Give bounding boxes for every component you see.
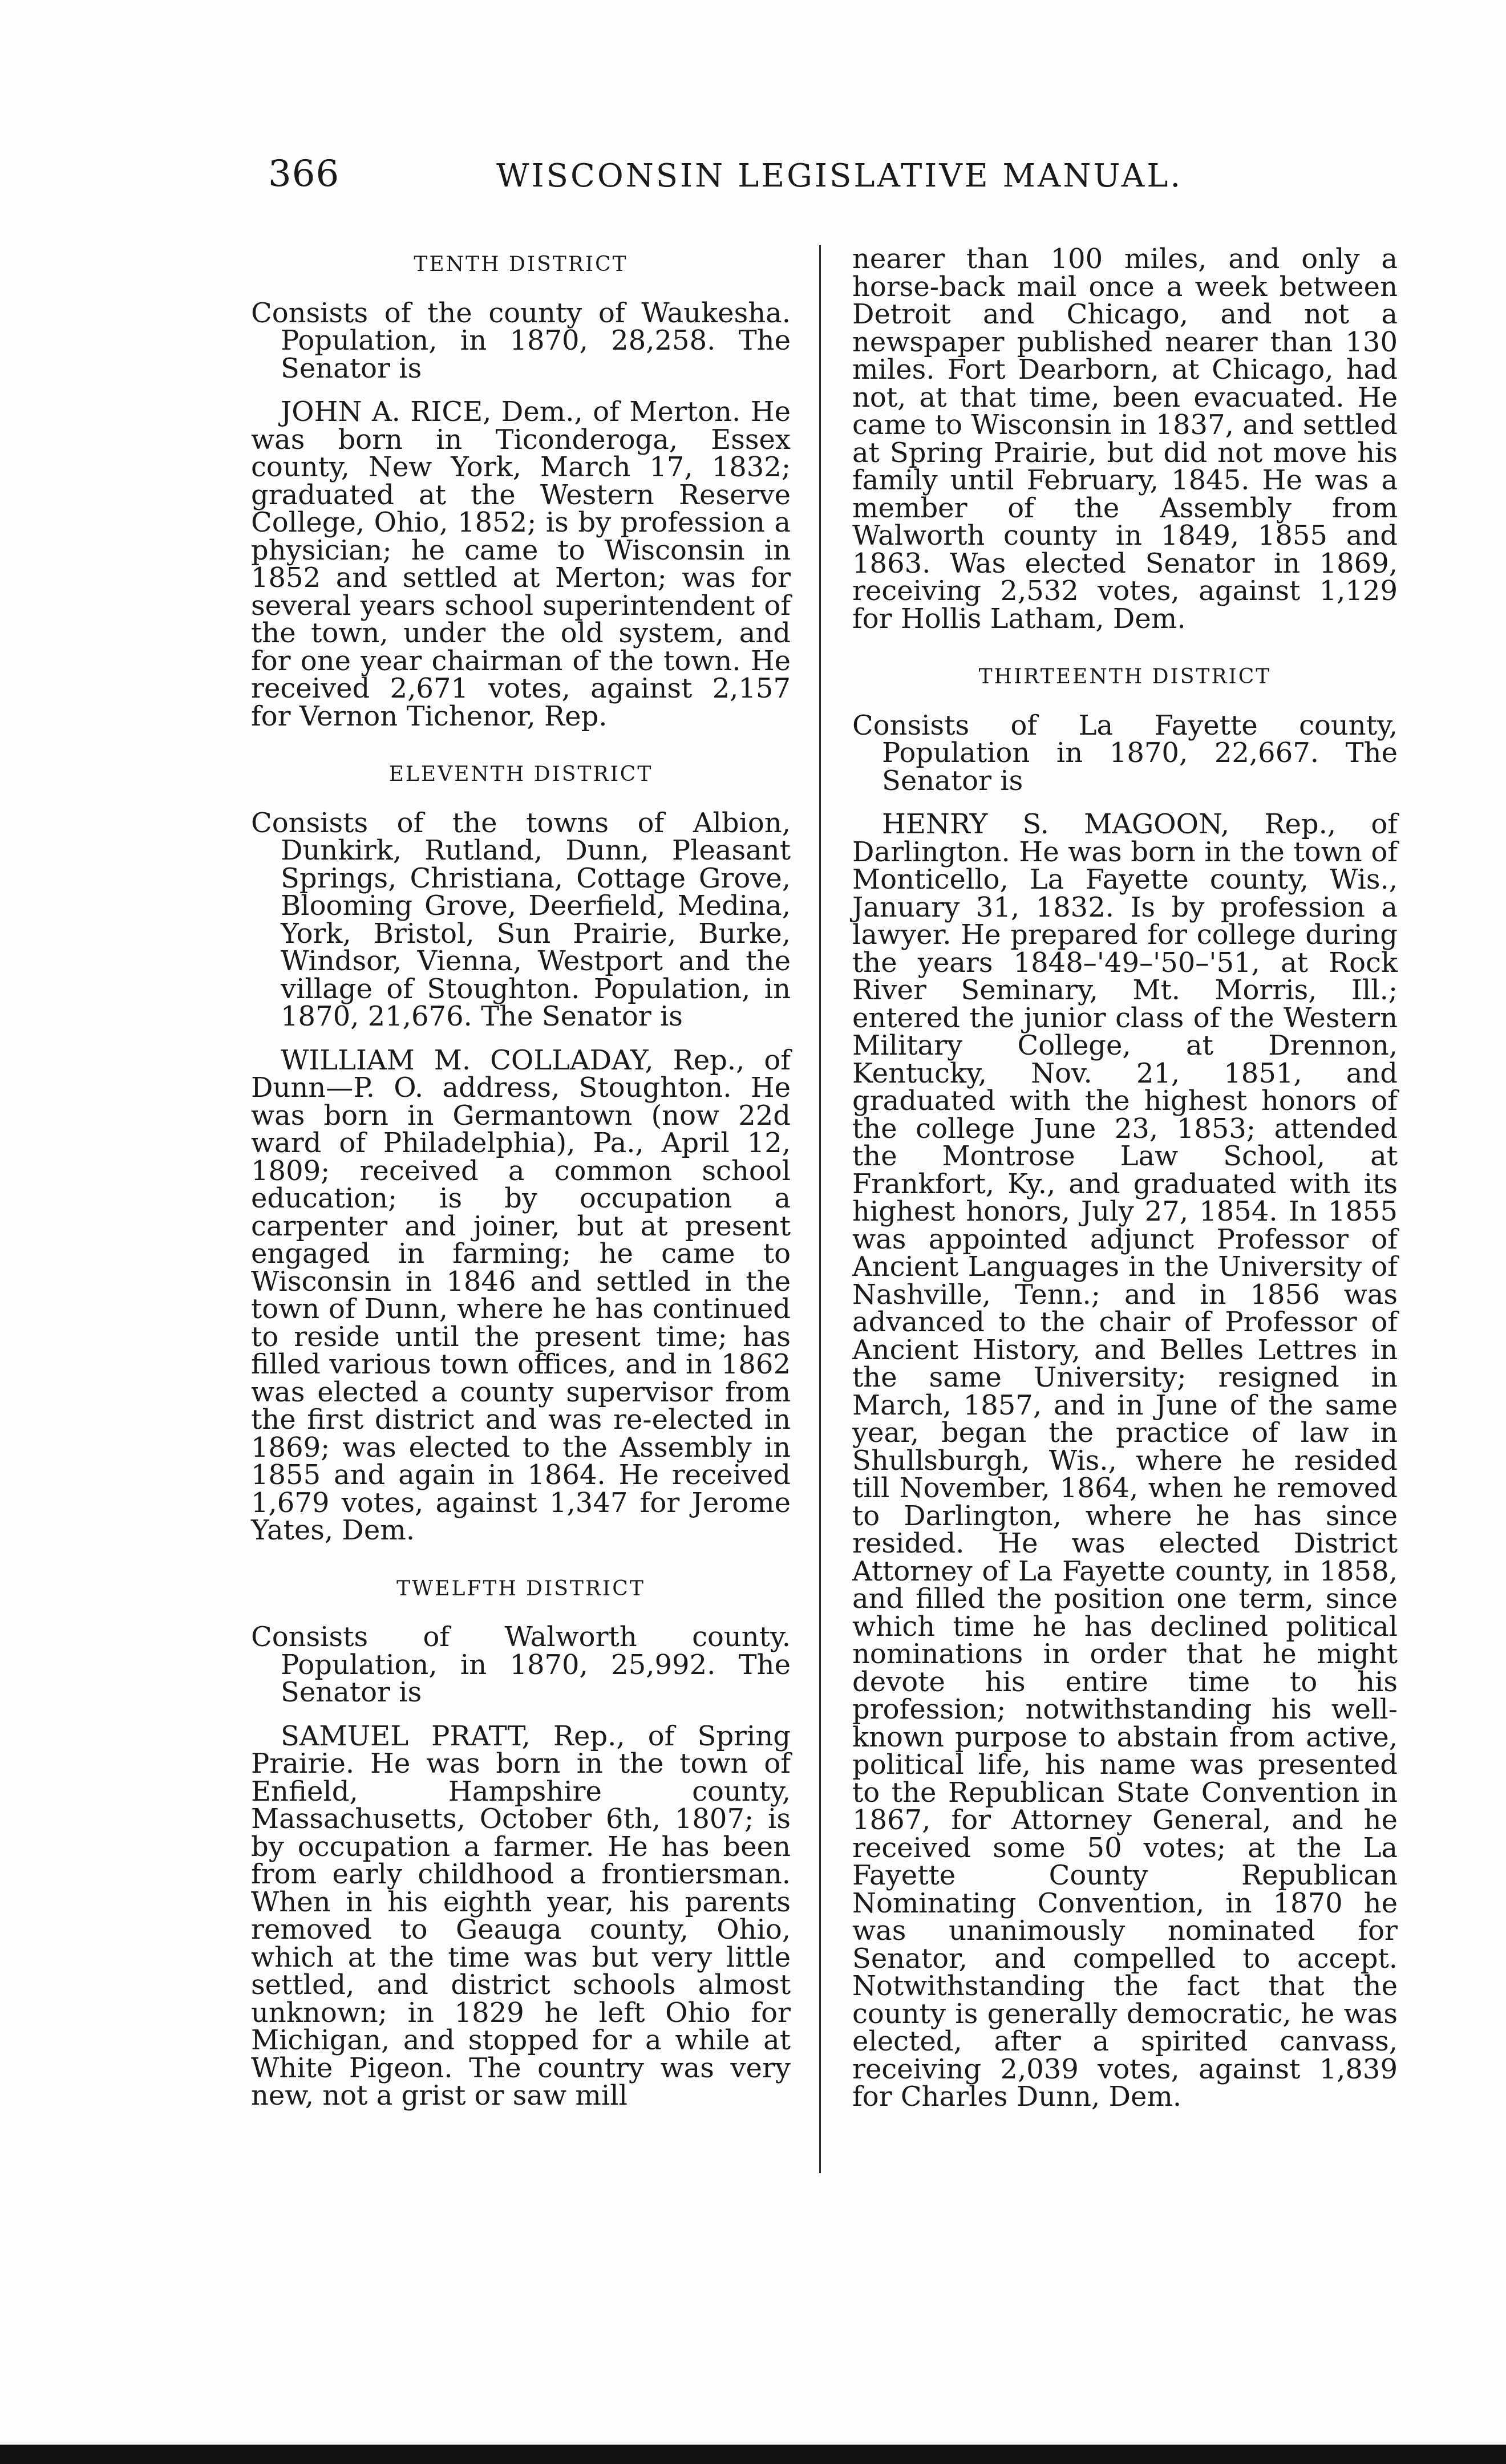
district-description-twelfth: Consists of Walworth county. Population, in 1870, 25,992. The Senator is (251, 1621, 791, 1708)
senator-bio-pratt: SAMUEL PRATT, Rep., of Spring Prairie. He was born in the town of Enfield, Hampshire county, Massachusetts, October 6th, 1807; is by occupation a farmer. He has been from early childhood a frontiersman. When in his eighth year, his parents removed to Geauga county, Ohio, which at the time was but very little settled, and district schools almost unknown; in 1829 he left Ohio for Michigan, and stopped for a while at White Pigeon. The country was very new, not a grist or saw mill (251, 1720, 791, 2112)
running-title: WISCONSIN LEGISLATIVE MANUAL. (496, 157, 1183, 194)
senator-bio-pratt-continued: nearer than 100 miles, and only a horse-back mail once a week between Detroit and Chicago, and not a newspaper published nearer than 130 miles. Fort Dearborn, at Chicago, had not, at that time, been evacuated. He came to Wisconsin in 1837, and settled at Spring Prairie, but did not move his family until February, 1845. He was a member of the Assembly from Walworth county in 1849, 1855 and 1863. Was elected Senator in 1869, receiving 2,532 votes, against 1,129 for Hollis Latham, Dem. (852, 243, 1398, 635)
district-description-eleventh: Consists of the towns of Albion, Dunkirk, Rutland, Dunn, Pleasant Springs, Christiana, Cottage Grove, Blooming Grove, Deerfield, Medina, York, Bristol, Sun Prairie, Burke, Windsor, Vienna, Westport and the village of Stoughton. Population, in 1870, 21,676. The Senator is (251, 807, 791, 1032)
left-column (251, 245, 791, 2110)
district-heading-thirteenth: THIRTEENTH DISTRICT (978, 665, 1272, 688)
page-header (268, 153, 1183, 216)
senator-bio-rice: JOHN A. RICE, Dem., of Merton. He was born in Ticonderoga, Essex county, New York, March 17, 1832; graduated at the Western Reserve College, Ohio, 1852; is by profession a physician; he came to Wisconsin in 1852 and settled at Merton; was for several years school superintendent of the town, under the old system, and for one year chairman of the town. He received 2,671 votes, against 2,157 for Vernon Tichenor, Rep. (251, 396, 791, 732)
district-heading-twelfth: TWELFTH DISTRICT (396, 1577, 645, 1600)
right-column (852, 245, 1398, 2111)
district-description-thirteenth: Consists of La Fayette county, Population in 1870, 22,667. The Senator is (852, 709, 1398, 797)
column-divider (819, 245, 821, 2173)
district-heading-tenth: TENTH DISTRICT (414, 253, 628, 276)
senator-bio-colladay: WILLIAM M. COLLADAY, Rep., of Dunn—P. O. address, Stoughton. He was born in Germantown (now 22d ward of Philadelphia), Pa., April 12, 1809; received a common school education; is by occupation a carpenter and joiner, but at present engaged in farming; he came to Wisconsin in 1846 and settled in the town of Dunn, where he has continued to reside until the present time; has filled various town offices, and in 1862 was elected a county supervisor from the first district and was re-elected in 1869; was elected to the Assembly in 1855 and again in 1864. He received 1,679 votes, against 1,347 for Jerome Yates, Dem. (251, 1044, 791, 1546)
district-description-tenth: Consists of the county of Waukesha. Population, in 1870, 28,258. The Senator is (251, 297, 791, 384)
scan-bottom-edge (0, 2445, 1506, 2464)
senator-bio-magoon: HENRY S. MAGOON, Rep., of Darlington. He was born in the town of Monticello, La Fayette county, Wis., January 31, 1832. Is by profession a lawyer. He prepared for college during the years 1848–'49–'50–'51, at Rock River Seminary, Mt. Morris, Ill.; entered the junior class of the Western Military College, at Drennon, Kentucky, Nov. 21, 1851, and graduated with the highest honors of the college June 23, 1853; attended the Montrose Law School, at Frankfort, Ky., and graduated with its highest honors, July 27, 1854. In 1855 was appointed adjunct Professor of Ancient Languages in the University of Nashville, Tenn.; and in 1856 was advanced to the chair of Professor of Ancient History, and Belles Lettres in the same University; resigned in March, 1857, and in June of the same year, began the practice of law in Shullsburgh, Wis., where he resided till November, 1864, when he removed to Darlington, where he has since resided. He was elected District Attorney of La Fayette county, in 1858, and filled the position one term, since which time he has declined political nominations in order that he might devote his entire time to his profession; notwithstanding his well-known purpose to abstain from active, political life, his name was presented to the Republican State Convention in 1867, for Attorney General, and he received some 50 votes; at the La Fayette County Republican Nominating Convention, in 1870 he was unanimously nominated for Senator, and compelled to accept. Notwithstanding the fact that the county is generally democratic, he was elected, after a spirited canvass, receiving 2,039 votes, against 1,839 for Charles Dunn, Dem. (852, 808, 1398, 2113)
district-heading-eleventh: ELEVENTH DISTRICT (388, 763, 653, 786)
page-number: 366 (268, 153, 340, 195)
